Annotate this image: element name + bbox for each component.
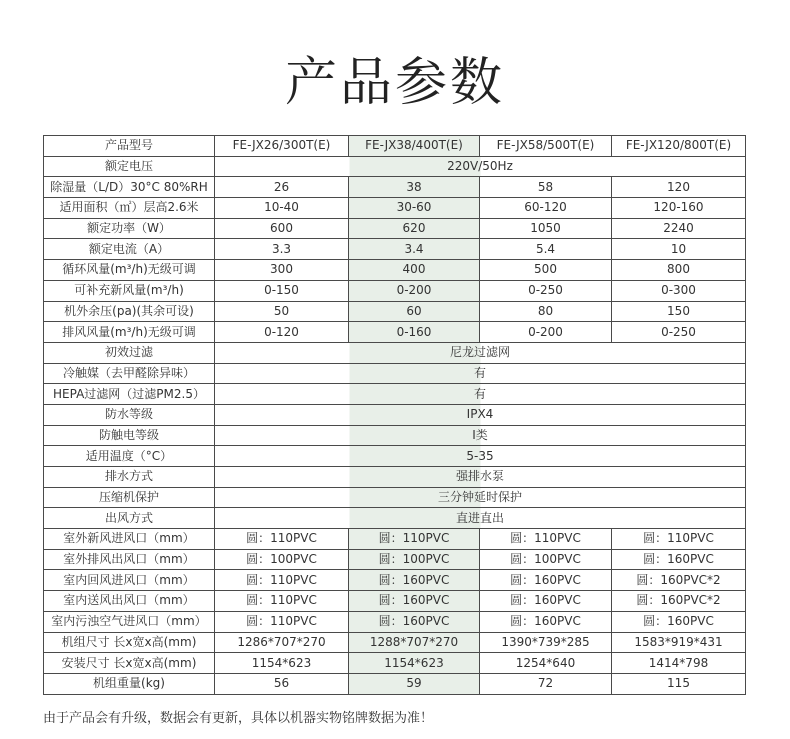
- row-value: 圆：110PVC: [215, 591, 349, 612]
- row-value: 2240: [612, 218, 746, 239]
- row-value: 圆：110PVC: [612, 529, 746, 550]
- row-label: 室内污浊空气进风口（mm）: [44, 611, 215, 632]
- table-row: [44, 218, 746, 239]
- row-value: 1414*798: [612, 653, 746, 674]
- row-value: 0-300: [612, 280, 746, 301]
- table-row: [44, 446, 746, 467]
- table-row: [44, 632, 746, 653]
- spec-table: [43, 135, 746, 695]
- row-value: 圆：160PVC: [349, 611, 480, 632]
- row-value: 150: [612, 301, 746, 322]
- row-label: 机组重量(kg): [44, 673, 215, 694]
- row-label: 可补充新风量(m³/h): [44, 280, 215, 301]
- row-value: 0-250: [612, 322, 746, 343]
- row-label: 室外新风进风口（mm）: [44, 529, 215, 550]
- row-value: 圆：110PVC: [215, 570, 349, 591]
- row-value: 115: [612, 673, 746, 694]
- table-row: [44, 177, 746, 198]
- page-title: 产品参数: [284, 53, 505, 113]
- row-value: 1390*739*285: [480, 632, 612, 653]
- row-value: 1154*623: [349, 653, 480, 674]
- row-value: 60-120: [480, 198, 612, 219]
- table-row: [44, 529, 746, 550]
- row-label: 初效过滤: [44, 342, 215, 363]
- row-label: 循环风量(m³/h)无级可调: [44, 260, 215, 281]
- table-row: [44, 673, 746, 694]
- row-value: 58: [480, 177, 612, 198]
- row-label: 防触电等级: [44, 425, 215, 446]
- table-row: [44, 301, 746, 322]
- row-label: 机外余压(pa)(其余可设): [44, 301, 215, 322]
- row-value: 圆：110PVC: [215, 529, 349, 550]
- row-value: 5.4: [480, 239, 612, 260]
- row-value-span: 5-35: [215, 446, 746, 467]
- row-label: 室外排风出风口（mm）: [44, 549, 215, 570]
- row-value-span: 直进直出: [215, 508, 746, 529]
- row-label: 防水等级: [44, 404, 215, 425]
- row-value: 圆：160PVC: [480, 591, 612, 612]
- row-value: 30-60: [349, 198, 480, 219]
- row-value: 1154*623: [215, 653, 349, 674]
- table-row: [44, 570, 746, 591]
- row-value: 72: [480, 673, 612, 694]
- table-row: [44, 239, 746, 260]
- header-label: 产品型号: [44, 136, 215, 157]
- table-row: [44, 549, 746, 570]
- model-header: FE-JX120/800T(E): [612, 136, 746, 157]
- table-row: [44, 198, 746, 219]
- table-row: [44, 280, 746, 301]
- table-row: [44, 508, 746, 529]
- row-label: 压缩机保护: [44, 487, 215, 508]
- row-label: 出风方式: [44, 508, 215, 529]
- row-value: 0-200: [480, 322, 612, 343]
- row-label: 额定电流（A）: [44, 239, 215, 260]
- table-row: [44, 363, 746, 384]
- model-header: FE-JX58/500T(E): [480, 136, 612, 157]
- row-value-span: 三分钟延时保护: [215, 487, 746, 508]
- row-value-span: I类: [215, 425, 746, 446]
- row-label: 安装尺寸 长x宽x高(mm): [44, 653, 215, 674]
- row-label: 室内送风出风口（mm）: [44, 591, 215, 612]
- table-row: [44, 653, 746, 674]
- row-value: 26: [215, 177, 349, 198]
- row-value: 1286*707*270: [215, 632, 349, 653]
- row-value: 圆：160PVC: [480, 611, 612, 632]
- row-value: 10-40: [215, 198, 349, 219]
- row-value: 0-200: [349, 280, 480, 301]
- row-value: 1288*707*270: [349, 632, 480, 653]
- row-value: 圆：160PVC: [612, 549, 746, 570]
- row-value: 圆：160PVC: [349, 591, 480, 612]
- table-row: [44, 487, 746, 508]
- row-value: 1583*919*431: [612, 632, 746, 653]
- row-label: 除湿量（L/D）30°C 80%RH: [44, 177, 215, 198]
- row-value: 59: [349, 673, 480, 694]
- row-value: 3.4: [349, 239, 480, 260]
- model-header: FE-JX26/300T(E): [215, 136, 349, 157]
- row-label: 排水方式: [44, 467, 215, 488]
- table-row: [44, 342, 746, 363]
- table-row: [44, 404, 746, 425]
- row-label: 额定电压: [44, 156, 215, 177]
- row-value: 圆：160PVC: [612, 611, 746, 632]
- row-value: 500: [480, 260, 612, 281]
- row-label: 适用温度（°C）: [44, 446, 215, 467]
- table-row: [44, 156, 746, 177]
- row-value: 50: [215, 301, 349, 322]
- row-value: 圆：100PVC: [480, 549, 612, 570]
- row-value: 0-160: [349, 322, 480, 343]
- row-label: 适用面积（㎡）层高2.6米: [44, 198, 215, 219]
- row-value: 圆：160PVC: [480, 570, 612, 591]
- row-value: 60: [349, 301, 480, 322]
- disclaimer-note: 由于产品会有升级，数据会有更新，具体以机器实物铭牌数据为准！: [43, 711, 434, 726]
- row-label: 室内回风进风口（mm）: [44, 570, 215, 591]
- row-value: 圆：110PVC: [480, 529, 612, 550]
- row-value: 120-160: [612, 198, 746, 219]
- row-value: 0-120: [215, 322, 349, 343]
- row-label: 排风风量(m³/h)无级可调: [44, 322, 215, 343]
- row-value-span: 尼龙过滤网: [215, 342, 746, 363]
- row-value: 1254*640: [480, 653, 612, 674]
- model-header: FE-JX38/400T(E): [349, 136, 480, 157]
- row-value-span: 有: [215, 384, 746, 405]
- row-value: 圆：100PVC: [215, 549, 349, 570]
- row-value-span: 有: [215, 363, 746, 384]
- table-header-row: [44, 136, 746, 157]
- row-value-span: 220V/50Hz: [215, 156, 746, 177]
- row-label: 机组尺寸 长x宽x高(mm): [44, 632, 215, 653]
- table-row: [44, 591, 746, 612]
- row-value: 0-150: [215, 280, 349, 301]
- table-row: [44, 260, 746, 281]
- row-value: 0-250: [480, 280, 612, 301]
- row-value: 600: [215, 218, 349, 239]
- table-row: [44, 322, 746, 343]
- row-value: 620: [349, 218, 480, 239]
- row-label: HEPA过滤网（过滤PM2.5）: [44, 384, 215, 405]
- row-label: 冷触媒（去甲醛除异味）: [44, 363, 215, 384]
- row-value-span: 强排水泵: [215, 467, 746, 488]
- row-value: 圆：160PVC: [349, 570, 480, 591]
- row-value: 1050: [480, 218, 612, 239]
- row-value: 10: [612, 239, 746, 260]
- row-value: 800: [612, 260, 746, 281]
- row-value: 3.3: [215, 239, 349, 260]
- table-row: [44, 467, 746, 488]
- row-value: 80: [480, 301, 612, 322]
- row-value: 38: [349, 177, 480, 198]
- row-value: 圆：110PVC: [215, 611, 349, 632]
- row-value: 120: [612, 177, 746, 198]
- row-value: 56: [215, 673, 349, 694]
- row-value: 300: [215, 260, 349, 281]
- table-row: [44, 425, 746, 446]
- row-value: 圆：160PVC*2: [612, 570, 746, 591]
- table-row: [44, 611, 746, 632]
- row-label: 额定功率（W）: [44, 218, 215, 239]
- table-row: [44, 384, 746, 405]
- row-value-span: IPX4: [215, 404, 746, 425]
- row-value: 圆：100PVC: [349, 549, 480, 570]
- row-value: 圆：160PVC*2: [612, 591, 746, 612]
- row-value: 400: [349, 260, 480, 281]
- row-value: 圆：110PVC: [349, 529, 480, 550]
